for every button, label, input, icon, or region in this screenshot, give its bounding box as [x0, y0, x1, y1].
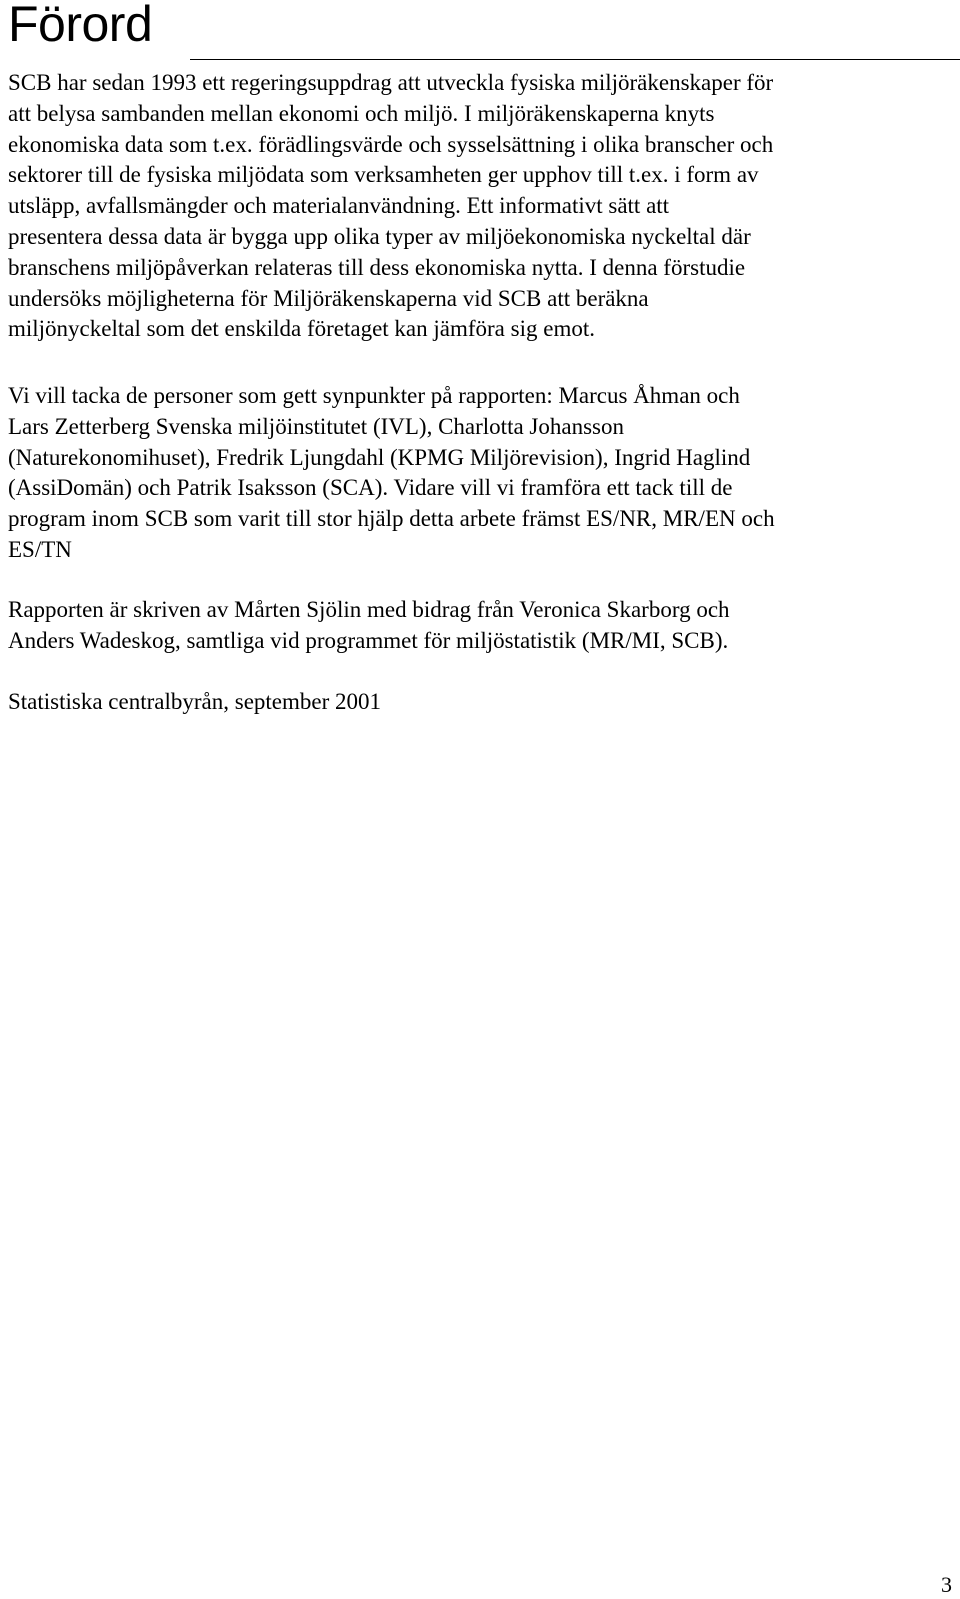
- paragraph-line: SCB har sedan 1993 ett regeringsuppdrag att utveckla fysiska miljöräkenskaper för: [8, 70, 774, 95]
- paragraph-line: (Naturekonomihuset), Fredrik Ljungdahl (KPMG Miljörevision), Ingrid Haglind: [8, 444, 751, 470]
- paragraph-line: ekonomiska data som t.ex. förädlingsvärde och sysselsättning i olika branscher och: [8, 131, 774, 157]
- paragraph-line: Anders Wadeskog, samtliga vid programmet för miljöstatistik (MR/MI, SCB).: [8, 627, 729, 653]
- acknowledgements-paragraph: [8, 381, 956, 566]
- paragraph-line: Statistiska centralbyrån, september 2001: [8, 689, 382, 714]
- paragraph-line: utsläpp, avfallsmängder och materialanvändning. Ett informativt sätt att: [8, 193, 670, 219]
- paragraph-line: miljönyckeltal som det enskilda företaget kan jämföra sig emot.: [8, 316, 595, 342]
- page-number: 3: [941, 1572, 952, 1597]
- paragraph-line: ES/TN: [8, 536, 72, 562]
- paragraph-line: Rapporten är skriven av Mårten Sjölin med bidrag från Veronica Skarborg och: [8, 597, 730, 622]
- paragraph-line: Lars Zetterberg Svenska miljöinstitutet (IVL), Charlotta Johansson: [8, 413, 624, 439]
- paragraph-line: branschens miljöpåverkan relateras till dess ekonomiska nytta. I denna förstudie: [8, 254, 746, 280]
- signature-line: [8, 687, 956, 718]
- intro-paragraph: [8, 68, 956, 345]
- paragraph-line: Vi vill tacka de personer som gett synpunkter på rapporten: Marcus Åhman och: [8, 383, 740, 408]
- paragraph-line: att belysa sambanden mellan ekonomi och miljö. I miljöräkenskaperna knyts: [8, 100, 715, 126]
- paragraph-line: program inom SCB som varit till stor hjälp detta arbete främst ES/NR, MR/EN och: [8, 506, 775, 532]
- page-heading: Förord: [8, 0, 153, 52]
- paragraph-line: presentera dessa data är bygga upp olika typer av miljöekonomiska nyckeltal där: [8, 223, 751, 249]
- paragraph-line: undersöks möjligheterna för Miljöräkenskaperna vid SCB att beräkna: [8, 285, 649, 311]
- paragraph-line: sektorer till de fysiska miljödata som verksamheten ger upphov till t.ex. i form av: [8, 162, 759, 188]
- heading-rule: [190, 59, 960, 60]
- paragraph-line: (AssiDomän) och Patrik Isaksson (SCA). Vidare vill vi framföra ett tack till de: [8, 475, 733, 501]
- authors-paragraph: [8, 595, 956, 657]
